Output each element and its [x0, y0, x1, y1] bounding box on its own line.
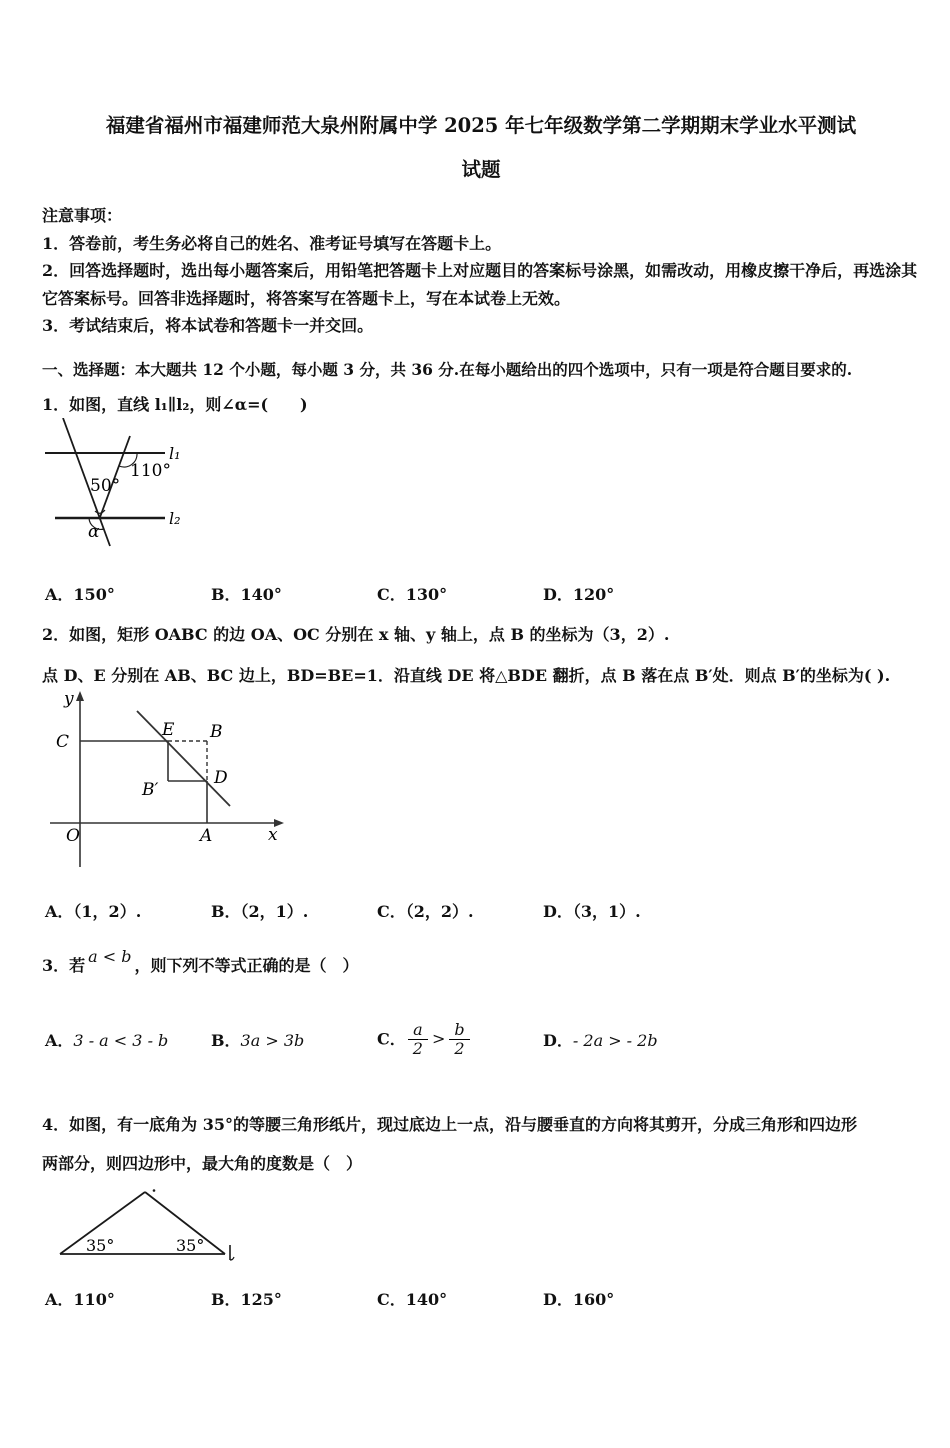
q4-option-d: [543, 1287, 614, 1310]
q2-option-a: [45, 899, 211, 922]
label-left-angle: 35°: [86, 1235, 115, 1255]
q2-option-d-value: （3，1）.: [572, 901, 641, 921]
q3-fraction-left-denominator: 2: [412, 1039, 423, 1058]
q3-relation-sign: >: [431, 1029, 446, 1048]
q2-stem-line1: 2．如图，矩形 OABC 的边 OA、OC 分别在 x 轴、y 轴上，点 B 的坐标为（3，2）.: [42, 624, 670, 644]
q3-fraction-left-numerator: a: [408, 1021, 428, 1040]
page-title-line1: 福建省福州市福建师范大泉州附属中学 2025 年七年级数学第二学期期末学业水平测试: [105, 114, 857, 137]
exam-notes: [42, 202, 920, 340]
q2-coordinate-figure: [42, 689, 292, 871]
q4-isosceles-triangle-figure: [42, 1189, 247, 1267]
q4-options: [42, 1287, 920, 1310]
q2-stem-line2: 点 D、E 分别在 AB、BC 边上，BD=BE=1．沿直线 DE 将△BDE 翻折，点 B 落在点 B′处．则点 B′的坐标为( ).: [42, 665, 891, 685]
q4-option-b-value: 125°: [240, 1289, 282, 1309]
q2-option-d: [543, 899, 641, 922]
label-E: E: [162, 719, 175, 740]
label-O: O: [66, 825, 80, 846]
q3-option-b-letter: B．: [211, 1031, 241, 1050]
q3-option-d-letter: D．: [543, 1031, 573, 1050]
q3-option-a: [45, 1028, 211, 1051]
label-D: D: [214, 767, 228, 788]
q3-stem-suffix: ，则下列不等式正确的是（ ）: [134, 955, 359, 975]
q4-option-a-letter: A．: [45, 1289, 74, 1309]
q1-option-a: [45, 582, 211, 605]
q3-condition-formula: a < b: [88, 946, 132, 966]
label-l1: l₁: [169, 443, 181, 463]
q4-option-c: [377, 1287, 543, 1310]
q3-option-d-value: - 2a > - 2b: [572, 1031, 658, 1050]
q1-option-b-value: 140°: [240, 584, 282, 604]
q1-option-d-letter: D．: [543, 584, 573, 604]
q2-option-b: [211, 899, 377, 922]
q2-option-c: [377, 899, 543, 922]
q4-option-a: [45, 1287, 211, 1310]
q4-stem-line2: 两部分，则四边形中，最大角的度数是（ ）: [42, 1153, 363, 1173]
q2-option-d-letter: D．: [543, 901, 573, 921]
q4-option-d-value: 160°: [572, 1289, 615, 1309]
note-item-2: 2．回答选择题时，选出每小题答案后，用铅笔把答题卡上对应题目的答案标号涂黑，如需改动，用橡皮擦干净后，再选涂其它答案标号。回答非选择题时，将答案写在答题卡上，写在本试卷上无效。: [42, 261, 918, 308]
label-C: C: [56, 731, 70, 752]
note-item-1: 1．答卷前，考生务必将自己的姓名、准考证号填写在答题卡上。: [42, 233, 502, 253]
label-y: y: [64, 688, 74, 709]
q3-fraction-left: [408, 1021, 428, 1059]
label-A: A: [200, 825, 213, 846]
q3-option-a-value: 3 - a < 3 - b: [73, 1031, 169, 1050]
q3-fraction-right-numerator: b: [449, 1021, 469, 1040]
q4-option-a-value: 110°: [73, 1289, 115, 1309]
q3-stem: [42, 946, 920, 979]
label-alpha: α: [88, 521, 100, 542]
q1-parallel-lines-figure: [42, 418, 212, 556]
exam-page: [0, 104, 950, 1310]
q2-options: [42, 899, 920, 922]
q4-figure-wrap: [42, 1189, 920, 1271]
q3-option-c: [377, 1021, 543, 1059]
q3-option-a-letter: A．: [45, 1031, 74, 1050]
q2-option-b-value: （2，1）.: [240, 901, 309, 921]
q2-figure-wrap: [42, 689, 920, 875]
q4-option-b-letter: B．: [211, 1289, 241, 1309]
label-Bprime: B′: [142, 779, 159, 800]
q2-option-a-letter: A．: [45, 901, 74, 921]
q4-option-c-letter: C．: [377, 1289, 406, 1309]
q2-option-c-letter: C．: [377, 901, 406, 921]
q1-option-c-letter: C．: [377, 584, 406, 604]
q1-option-d-value: 120°: [572, 584, 615, 604]
q3-options: [42, 1009, 920, 1071]
q3-option-c-letter: C．: [377, 1029, 406, 1048]
q1-option-a-value: 150°: [73, 584, 115, 604]
q1-option-c-value: 130°: [405, 584, 448, 604]
q4-stem-line1: 4．如图，有一底角为 35°的等腰三角形纸片，现过底边上一点，沿与腰垂直的方向将其剪开，分成三角形和四边形: [42, 1114, 857, 1134]
q1-options: [42, 582, 920, 605]
label-50: 50°: [90, 475, 121, 496]
q3-stem-prefix: 3．若: [42, 955, 86, 975]
q1-option-b: [211, 582, 377, 605]
q1-option-b-letter: B．: [211, 584, 241, 604]
label-l2: l₂: [169, 508, 181, 528]
q3-fraction-right-denominator: 2: [454, 1039, 465, 1058]
q2-option-c-value: （2，2）.: [405, 901, 474, 921]
note-item-3: 3．考试结束后，将本试卷和答题卡一并交回。: [42, 316, 374, 335]
q3-option-b: [211, 1028, 377, 1051]
q1-option-d: [543, 582, 614, 605]
q2-option-a-value: （1，2）.: [73, 901, 142, 921]
apex-mark: [153, 1189, 156, 1192]
q1-stem: 1．如图，直线 l₁∥l₂，则∠α=( ): [42, 394, 308, 414]
label-110: 110°: [130, 460, 171, 481]
q1-option-c: [377, 582, 543, 605]
q3-fraction-right: [449, 1021, 469, 1059]
q1-figure-wrap: [42, 418, 920, 560]
label-B: B: [210, 721, 223, 742]
label-right-angle: 35°: [176, 1235, 205, 1255]
q2-option-b-letter: B．: [211, 901, 241, 921]
q3-option-b-value: 3a > 3b: [240, 1031, 305, 1050]
label-x: x: [268, 824, 278, 845]
page-title-line2: 试题: [461, 158, 501, 181]
notes-heading: 注意事项：: [42, 206, 123, 225]
page-title: [52, 104, 910, 192]
y-axis-arrow: [76, 691, 84, 701]
section-1-header: 一、选择题：本大题共 12 个小题，每小题 3 分，共 36 分.在每小题给出的四个选项中，只有一项是符合题目要求的.: [42, 359, 853, 379]
q4-option-b: [211, 1287, 377, 1310]
q4-option-d-letter: D．: [543, 1289, 573, 1309]
q3-option-d: [543, 1028, 658, 1051]
q1-option-a-letter: A．: [45, 584, 74, 604]
q4-option-c-value: 140°: [405, 1289, 448, 1309]
